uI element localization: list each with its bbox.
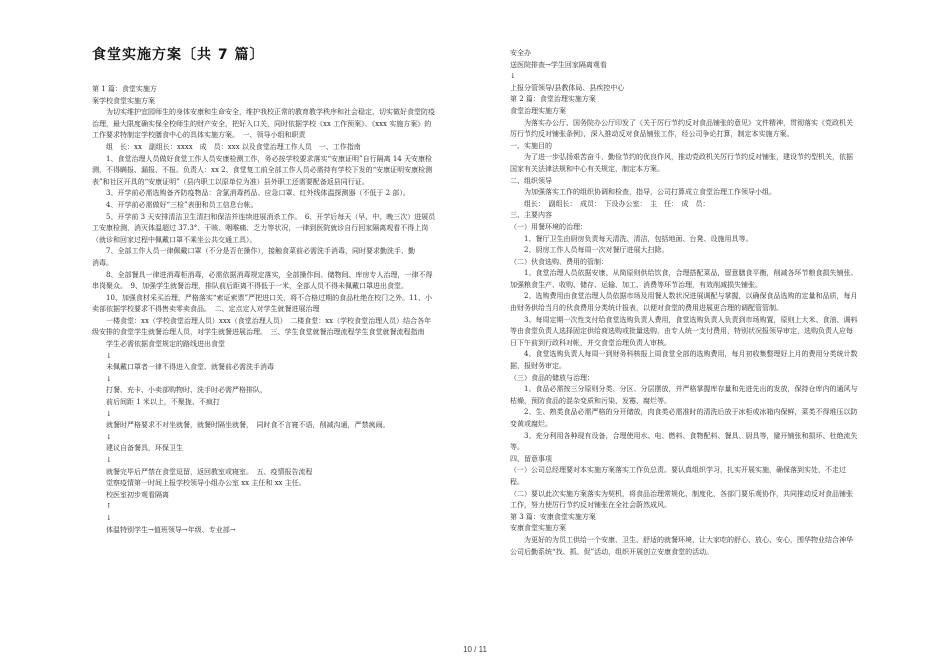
paragraph: 安康食堂实施方案 bbox=[510, 524, 566, 533]
paragraph: 第 2 篇：食堂治理实施方案 bbox=[510, 95, 596, 104]
paragraph: 8、全部餐具一律进消毒柜消毒，必需依据消毒规定落实，全部操作间、储物间、库房专人治理，一律不得串岗聚众。 9、加强学生就餐治理，排队前后距离不得低于一米，全部人员不得未佩戴口罩进出食堂。 bbox=[92, 270, 433, 291]
paragraph: 一楼食堂：xx（学校食堂治理人员）xxx（食堂治理人员） 二楼食堂：xx（学校食堂治理人员）结合各年级安排的食堂学生就餐治理人员，对学生就餐进展治理。 三、学生食堂就餐治理流程学生食堂就餐流程指南 bbox=[92, 316, 432, 337]
paragraph: 为更好的为员工供给一个安康、卫生、舒适的就餐环境，让大家吃的舒心、放心、安心，围华物业结合神华公司后勤系统“找、抓、促”活动，组织开展创立安康食堂的活动。 bbox=[510, 535, 853, 556]
paragraph: 为落实办公厅、国务院办公厅印发了《关于厉行节约反对食品铺张的意见》文件精神，贯彻落实《党政机关厉行节约反对铺张条例》，深入推动反对食品铺张工作，经公司争论打算，制定本实施方案。 bbox=[510, 118, 853, 139]
paragraph: 为加强落实工作的组织协调和检查，指导，公司打算成立食堂治理工作领导小组。 bbox=[510, 188, 776, 197]
left-column bbox=[92, 84, 437, 536]
paragraph: 3、开学前必需选购备齐防疫物品：含氯消毒药品、应急口罩、红外线体温探测器（不低于 2 部）。 bbox=[92, 189, 410, 198]
paragraph: （二）要以此次实施方案落实为契机，将食品治理常规化、制度化，各部门要乐观协作，共同推动反对食品铺张工作，努力使厉行节约反对铺张在全社会蔚然成风。 bbox=[510, 489, 853, 510]
paragraph: 2、选购费用由食堂治理人员依据市场及用餐人数状况进展调配与掌握，以确保食品选购的定量和品质，每月由财务供给当月的伙食费用分类统计报表，以便对食堂的费用进展更合理的调配管管制。 bbox=[510, 292, 858, 313]
paragraph: （一）公司总经理要对本实施方案落实工作负总责。要认真组织学习，扎实开展实施，确保落到实处，不走过程。 bbox=[510, 466, 846, 486]
paragraph: 3、每周定期一次性支付给食堂选购负责人费用，食堂选购负责人负责到市场购置，原则上大米、食油、调料等由食堂负责人选择固定供给商选购或批量选购，由专人统一支付费用，特别状况报领导审定，选购负责人应每日下午前到行政科对帐，并交食堂治理负责人审核。 bbox=[510, 315, 858, 347]
paragraph: 建议自备餐具，环保卫生 bbox=[92, 444, 183, 453]
paragraph: 2、生、熟类食品必需严格的分开储放，肉食类必需准时的清洗后放于冰柜或冰箱内保鲜，菜类不得堆压以防变黄或腐烂。 bbox=[510, 408, 858, 428]
paragraph: （三）食品的储放与治理： bbox=[510, 373, 594, 382]
paragraph: 学生必需依据食堂规定的路线进出食堂 bbox=[92, 340, 225, 349]
paragraph: ↓ bbox=[92, 374, 112, 383]
paragraph: 体温特别学生→值班领导→年级、专业部→ bbox=[92, 525, 236, 534]
paragraph: 3、充分利用各种现有设备，合理使用水、电、燃料、食物配料、餐具、厨具等，避开铺张和损坏、杜绝流失等。 bbox=[510, 431, 858, 452]
paragraph: 安全办 bbox=[510, 49, 531, 57]
paragraph: 1、餐厅卫生由厨房负责每天清洗、清洁，包括地面、台凳、设施用具等。 bbox=[510, 234, 753, 243]
paragraph: ↓ bbox=[92, 351, 112, 360]
paragraph: 4、开学前必需做好“三检”表册和员工信息台帐。 bbox=[92, 200, 258, 209]
paragraph: ↓ bbox=[92, 513, 112, 522]
paragraph: 10、加强食材采买治理，严格落实“索证索票”严把进口关，将不合格过期的食品杜绝在校门之外。11、小卖部依据学校要求不得售卖零卖食品。 二、定点定人对学生就餐进展治理 bbox=[92, 293, 432, 314]
paragraph: ↓ bbox=[92, 456, 112, 464]
paragraph: 5、开学前 3 天安排清洁卫生清扫和保洁并连续进展消杀工作。 6、开学后每天（早、中、晚三次）进展员工安康检测，消灭体温超过 37.3°、干咳、咽喉痛、乏力等状况，一律到医院就诊自行回家隔离观看不得上岗（就诊和回家过程中佩戴口罩不乘坐公共交通工具）。 bbox=[92, 212, 436, 244]
paragraph: 第 3 篇：安康食堂实施方案 bbox=[510, 512, 596, 521]
paragraph: 上报分管领导/县教体局、县疾控中心 bbox=[510, 83, 625, 92]
paragraph: 为切实维护宜园师生的身体安康和生命安全，维护我校正常的教育教学秩序和社会稳定，切实做好食堂防疫治理，最大限度确实保全校师生的财产安全，把好入口关，同时依据学校《xx 工作预案》、《xxx 实施方案》的工作要求特制定学校膳食中心的具体实施方案。 一、领导小组和职责 bbox=[92, 108, 435, 140]
paragraph: 一、实施目的 bbox=[510, 141, 552, 150]
paragraph: 送医院排查→学生回家隔离观看 bbox=[510, 60, 607, 69]
paragraph: 前后间距 1 米以上，不聚拢、不疯打 bbox=[92, 398, 220, 407]
paragraph: 案学校食堂实施方案 bbox=[92, 96, 155, 105]
paragraph: 二、组织领导 bbox=[510, 176, 552, 185]
paragraph: 4、食堂选购负责人每周一到财务科核报上周食堂全部的选购费用，每月初收集整理好上月的费用分类统计数据，报财务审定。 bbox=[510, 350, 858, 371]
paragraph: ↑ bbox=[92, 502, 112, 511]
paragraph: （二）伙食选购、费用的管制： bbox=[510, 257, 608, 266]
paragraph: 消毒。 bbox=[92, 258, 113, 267]
paragraph: 三、主要内容 bbox=[510, 211, 552, 220]
paragraph: 未佩戴口罩者一律不得进入食堂、就餐前必需洗手消毒 bbox=[92, 363, 274, 372]
paragraph: （一）用餐环境的治理： bbox=[510, 222, 587, 231]
paragraph: 组长： 副组长： 成员： 下设办公室： 主 任： 成 员： bbox=[510, 199, 710, 208]
paragraph: 1、食品必需按三分原则分类、分区、分层摆放，并严格掌握库存量和先进先出的发放，保持仓库内的通风与枯燥，预防食品的混杂变质和污染、发霉、腐烂等。 bbox=[510, 385, 858, 405]
paragraph: 觉察疫情第一时间上报学校领导小组办公室 xx 主任和 xx 主任。 bbox=[92, 479, 306, 488]
paragraph: 就餐时严格要求不对坐就餐，就餐时隔坐就餐， 同时食不言寝不语，削减沟通，严禁疯闹。 bbox=[92, 421, 390, 430]
right-column bbox=[510, 48, 858, 558]
paragraph: 7、全部工作人员一律佩戴口罩（不分是否在操作），接触食菜前必需洗手消毒，同时要求勤洗手、勤 bbox=[92, 247, 415, 256]
document-title: 食堂实施方案〔共 7 篇〕 bbox=[92, 47, 265, 63]
paragraph: 组 长：xx 副组长：xxxx 成 员：xxx 以及食堂治理工作人员 一、工作指南 bbox=[92, 142, 361, 151]
paragraph: 1、食堂治理人员做好食堂工作人员安康检测工作，务必按学校要求落实“安康证明”自行隔离 14 天安康检测，不得瞒报、漏报、不报。负责人：xx 2、食堂复工前全部工作人员必需持有学校下发的“安康证明安康检测表”和社区开具的“安康证明”（县内职工以原单位为准）县外职工还需要配备返县同行证。 bbox=[92, 154, 433, 186]
paragraph: 1、食堂治理人员依据安康、从简原则供给饮食，合理搭配菜品，留意膳食平衡，削减各环节粮食损失铺张。加强粮食生产、收购、储存、运输、加工、消费等环节治理，有效削减损失铺张。 bbox=[510, 269, 858, 289]
paragraph: ↓ bbox=[92, 432, 112, 441]
paragraph: 为了进一步弘扬艰苦奋斗、勤俭节约的优良作风，推动党政机关厉行节约反对铺张，建设节约型机关，依据国家有关法律法规和中心有关规定，制定本方案。 bbox=[510, 153, 853, 173]
paragraph: 四、留意事项 bbox=[510, 454, 552, 463]
paragraph: 第 1 篇：食堂实施方 bbox=[92, 85, 157, 93]
paragraph: 就餐完毕后严禁在食堂逗留，返回教室或寝室。 五、疫情报告流程 bbox=[92, 467, 313, 476]
paragraph: ↓ bbox=[510, 72, 516, 81]
paragraph: 校医室初步观看隔离 bbox=[92, 490, 169, 499]
paragraph: ↓ bbox=[92, 409, 112, 418]
paragraph: 食堂治理实施方案 bbox=[510, 106, 566, 115]
paragraph: 2、厨房工作人员每周一次对餐厅进展大扫除。 bbox=[510, 246, 669, 255]
paragraph: 打餐、充卡、小卖部购物时、洗手时必需严格排队， bbox=[92, 386, 267, 395]
page-number: 10 / 11 bbox=[463, 645, 487, 654]
